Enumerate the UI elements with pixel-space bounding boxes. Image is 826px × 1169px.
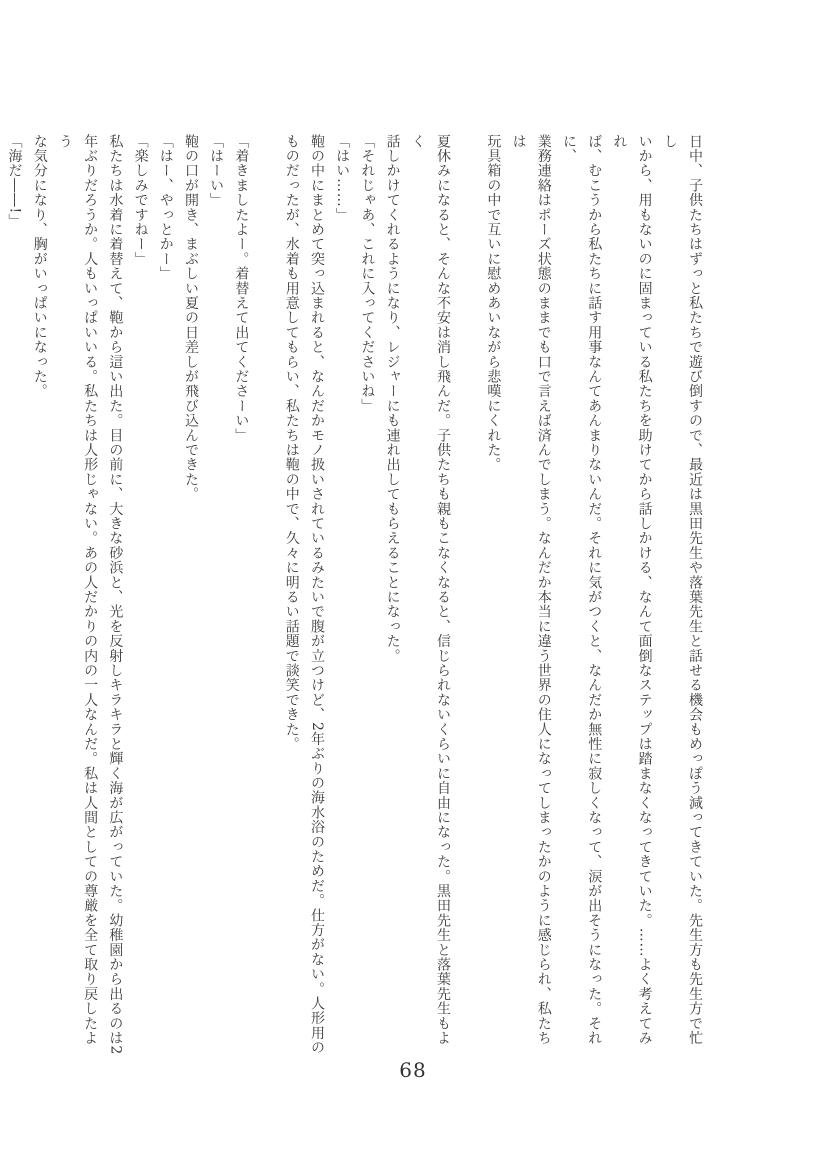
text-column: 「はい……」 [334, 134, 351, 223]
text-column: 「楽しみですねー」 [132, 134, 149, 267]
text-column: 「海だ――!」 [6, 134, 23, 229]
text-column: 夏休みになると、そんな不安は消し飛んだ。子供たちも親もこなくなると、信じられないくらいに自由になった。黒田先生と落葉先生もよく [409, 134, 451, 1046]
text-column: 業務連絡はポーズ状態のままでも口で言えば済んでしまう。なんだか本当に違う世界の住人になってしまったかのように感じられ、私たちは [510, 134, 552, 1046]
text-column: 「はー、やっとかー」 [157, 134, 174, 281]
text-column [0, 134, 1, 1060]
blank-column [455, 134, 480, 1060]
text-column: 「それじゃあ、これに入ってくださいね」 [359, 134, 376, 414]
text-column: 鞄の中にまとめて突っ込まれると、なんだかモノ扱いされているみたいで腹が立つけど、2年ぶりの海水浴のためだ。仕方がない。人形用の [308, 134, 325, 1056]
text-column: 「着きましたよー。着替えて出てくださーい」 [233, 134, 250, 443]
text-column: 日中、子供たちはずっと私たちで遊び倒すので、最近は黒田先生や落葉先生と話せる機会もめっぽう減ってきていた。先生方も先生方で忙し [661, 134, 703, 1046]
text-column: 玩具箱の中で互いに慰めあいながら悲嘆にくれた。 [485, 134, 502, 473]
text-column: 私たちは水着に着替えて、鞄から這い出た。目の前に、大きな砂浜と、光を反射しキラキラと輝く海が広がっていた。幼稚園から出るのは2 [107, 134, 124, 1056]
vertical-text-block [0, 134, 707, 1060]
text-column: 鞄の口が開き、まぶしい夏の日差しが飛び込んできた。 [182, 134, 199, 502]
blank-column [253, 134, 278, 1060]
text-column: ば、むこうから私たちに話す用事なんてあんまりないんだ。それに気がつくと、なんだか無性に寂しくなって、涙が出そうになった。それに、 [560, 134, 603, 1046]
text-column: 話しかけてくれるようになり、レジャーにも連れ出してもらえることになった。 [384, 134, 401, 664]
text-column: 「はーい」 [208, 134, 225, 208]
page-number: 68 [399, 1058, 427, 1082]
text-column: な気分になり、胸がいっぱいになった。 [31, 134, 48, 399]
text-column: 年ぶりだろうか。人もいっぱいいる。私たちは人形じゃない。あの人だかりの内の一人なんだ。私は人間としての尊厳を全て取り戻したよう [56, 134, 99, 1046]
text-column: いから、用もないのに固まっている私たちを助けてから話しかける、なんて面倒なステップは踏まなくなってきていた。……よく考えてみれ [611, 134, 653, 1046]
text-column: ものだったが、水着も用意してもらい、私たちは鞄の中で、久々に明るい話題で談笑できた。 [283, 134, 300, 752]
